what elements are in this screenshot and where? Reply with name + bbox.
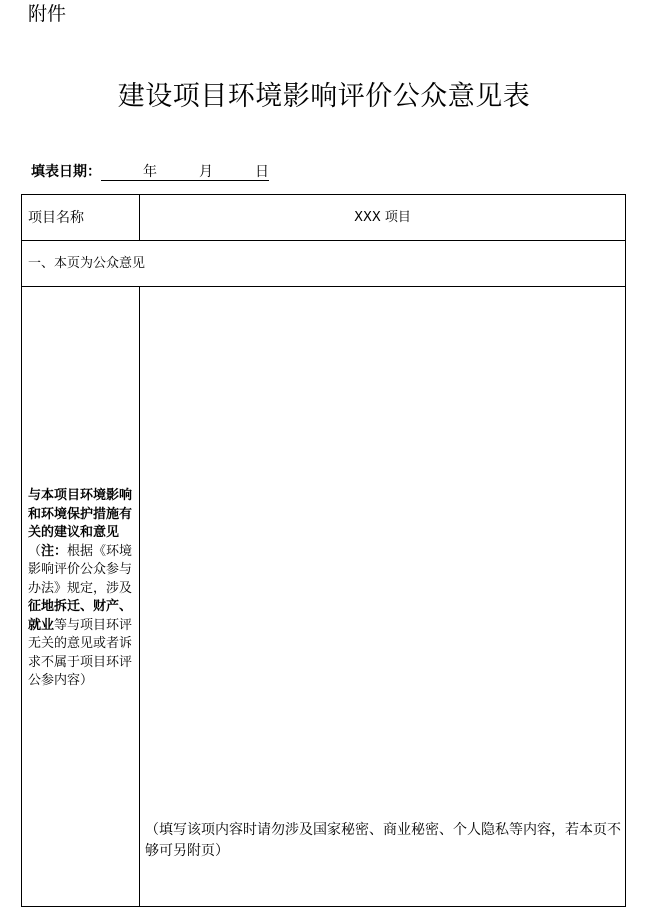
fill-date-row (31, 162, 269, 182)
opinion-label-bold-title: 与本项目环境影响和环境保护措施有关的建议和意见 (28, 488, 133, 540)
opinion-label (28, 487, 138, 691)
opinion-notice: （填写该项内容时请勿涉及国家秘密、商业秘密、个人隐私等内容，若本页不够可另附页） (145, 822, 621, 859)
opinion-label-cell (22, 287, 140, 906)
date-month-label: 月 (199, 164, 213, 180)
section-one-heading: 一、本页为公众意见 (28, 256, 146, 271)
opinion-label-paren: （ (28, 543, 42, 559)
opinion-label-bold-items: 征地拆迁、财产、就业 (28, 599, 133, 633)
opinion-input-area[interactable] (140, 287, 625, 906)
opinion-label-text-2: 等与项目环评无关的意见或者诉求不属于项目环评公参内容） (28, 617, 133, 688)
project-name-label: 项目名称 (28, 210, 84, 226)
project-name-row (22, 195, 625, 241)
opinion-row (22, 287, 625, 906)
section-one-row (22, 241, 625, 287)
project-name-label-cell (22, 195, 140, 240)
fill-date-label: 填表日期： (31, 164, 101, 180)
date-year-label: 年 (143, 164, 157, 180)
project-name-value: XXX 项目 (354, 210, 411, 225)
project-name-value-cell[interactable] (140, 195, 625, 240)
form-title: 建设项目环境影响评价公众意见表 (117, 81, 531, 112)
attachment-label: 附件 (28, 3, 67, 25)
fill-date-field[interactable] (101, 162, 269, 181)
date-day-label: 日 (255, 164, 269, 180)
opinion-label-text-1: 根据《环境影响评价公众参与办法》规定，涉及 (28, 543, 133, 596)
opinion-label-note: 注： (41, 543, 68, 559)
opinion-form-table (21, 194, 626, 907)
